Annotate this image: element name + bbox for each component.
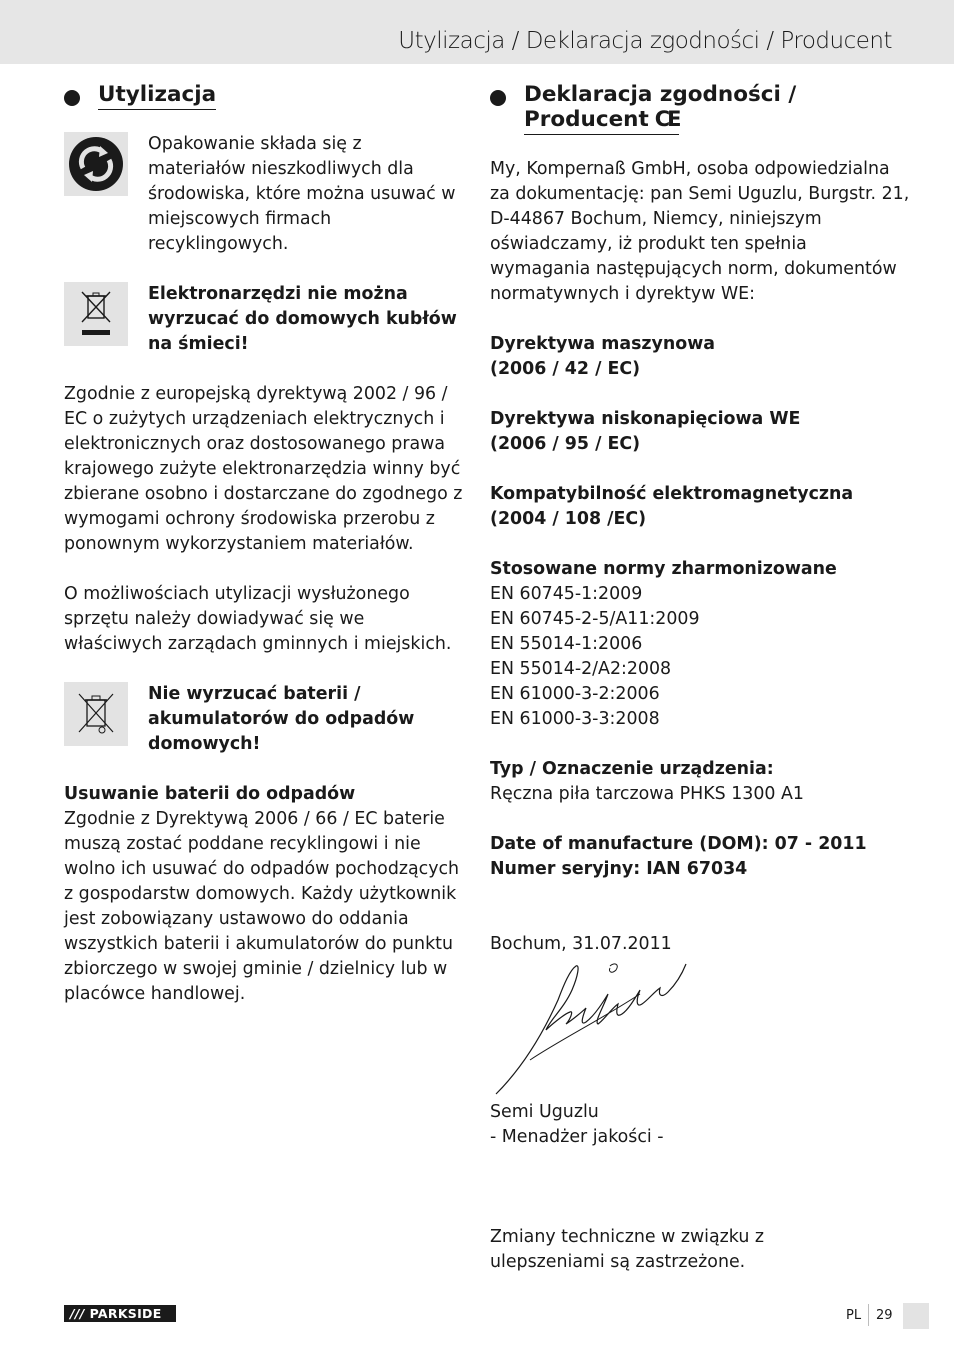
declaration-intro: My, Kompernaß GmbH, osoba odpowiedzialna za dokumentację: pan Semi Uguzlu, Burgstr. 21, D-44867 Bochum, Niemcy, niniejszym oświadczamy, iż produkt ten spełnia wymagania następujących norm, dokumentów normatywnych i dyrektyw WE: — [490, 159, 910, 304]
signature-image — [490, 960, 710, 1100]
green-dot-recycle-icon — [64, 132, 128, 196]
norm-item: EN 60745-2-5/A11:2009 — [490, 609, 700, 629]
bullet-dot-icon — [490, 90, 506, 106]
battery-heading: Usuwanie baterii do odpadów — [64, 784, 356, 804]
crossed-bin-icon — [64, 282, 128, 346]
battery-bin-icon — [64, 682, 128, 746]
norms-heading: Stosowane normy zharmonizowane — [490, 559, 837, 579]
declaration-heading: Deklaracja zgodności / Producent CE — [490, 82, 910, 135]
norm-item: EN 60745-1:2009 — [490, 584, 643, 604]
directive-emc: Kompatybilność elektromagnetyczna (2004 / 108 /EC) — [490, 484, 854, 529]
parkside-logo: /// PARKSIDE — [64, 1305, 176, 1322]
changes-note: Zmiany techniczne w związku z ulepszeniami są zastrzeżone. — [490, 1227, 765, 1272]
right-column — [490, 82, 910, 1275]
norm-item: EN 61000-3-3:2008 — [490, 709, 660, 729]
place-date: Bochum, 31.07.2011 — [490, 934, 672, 954]
battery-warning: Nie wyrzucać baterii / akumulatorów do odpadów domowych! — [148, 684, 415, 754]
page-number: 29 — [876, 1308, 893, 1323]
directive-low-voltage: Dyrektywa niskonapięciowa WE (2006 / 95 / EC) — [490, 409, 801, 454]
footer-tab-marker — [903, 1303, 929, 1329]
ce-mark-icon: CE — [654, 107, 679, 131]
directive-machinery: Dyrektywa maszynowa (2006 / 42 / EC) — [490, 334, 716, 379]
info-paragraph: O możliwościach utylizacji wysłużonego sprzętu należy dowiadywać się we właściwych zarządach gminnych i miejskich. — [64, 584, 452, 654]
weee-paragraph: Zgodnie z europejską dyrektywą 2002 / 96 / EC o zużytych urządzeniach elektrycznych i elektronicznych oraz dostosowanego prawa krajowego zużyte elektronarzędzia winny być zbierane osobno i dostarczane do zgodnego z wymogami ochrony środowiska przerobu z ponownym wykorzystaniem materiałów. — [64, 384, 463, 554]
serial-number: Numer seryjny: IAN 67034 — [490, 859, 748, 879]
norm-item: EN 55014-2/A2:2008 — [490, 659, 672, 679]
battery-paragraph: Zgodnie z Dyrektywą 2006 / 66 / EC baterie muszą zostać poddane recyklingowi i nie wolno ich usuwać do odpadów pochodzących z gospodarstw domowych. Każdy użytkownik jest zobowiązany ustawowo do oddania wszystkich baterii i akumulatorów do punktu zbiorczego w swojej gminie / dzielnicy lub w placówce handlowej. — [64, 809, 460, 1004]
left-column — [64, 82, 464, 1032]
signer-name: Semi Uguzlu — [490, 1102, 599, 1122]
recycle-block — [64, 132, 464, 257]
weee-block — [64, 282, 464, 357]
utylizacja-heading: Utylizacja — [64, 82, 464, 110]
type-heading: Typ / Oznaczenie urządzenia: — [490, 759, 774, 779]
type-value: Ręczna piła tarczowa PHKS 1300 A1 — [490, 784, 804, 804]
norms-block — [490, 557, 910, 732]
norm-item: EN 55014-1:2006 — [490, 634, 643, 654]
type-block — [490, 757, 910, 807]
bullet-dot-icon — [64, 90, 80, 106]
page-title: Utylizacja / Deklaracja zgodności / Producent — [398, 28, 892, 54]
norm-item: EN 61000-3-2:2006 — [490, 684, 660, 704]
battery-block — [64, 682, 464, 757]
weee-warning: Elektronarzędzi nie można wyrzucać do domowych kubłów na śmieci! — [148, 284, 457, 354]
date-of-manufacture: Date of manufacture (DOM): 07 - 2011 — [490, 834, 867, 854]
footer-divider — [868, 1304, 869, 1326]
language-code: PL — [846, 1308, 862, 1323]
dom-block — [490, 832, 910, 882]
recycle-text: Opakowanie składa się z materiałów nieszkodliwych dla środowiska, które można usuwać w miejscowych firmach recyklingowych. — [148, 134, 456, 254]
signer-title: - Menadżer jakości - — [490, 1127, 664, 1147]
